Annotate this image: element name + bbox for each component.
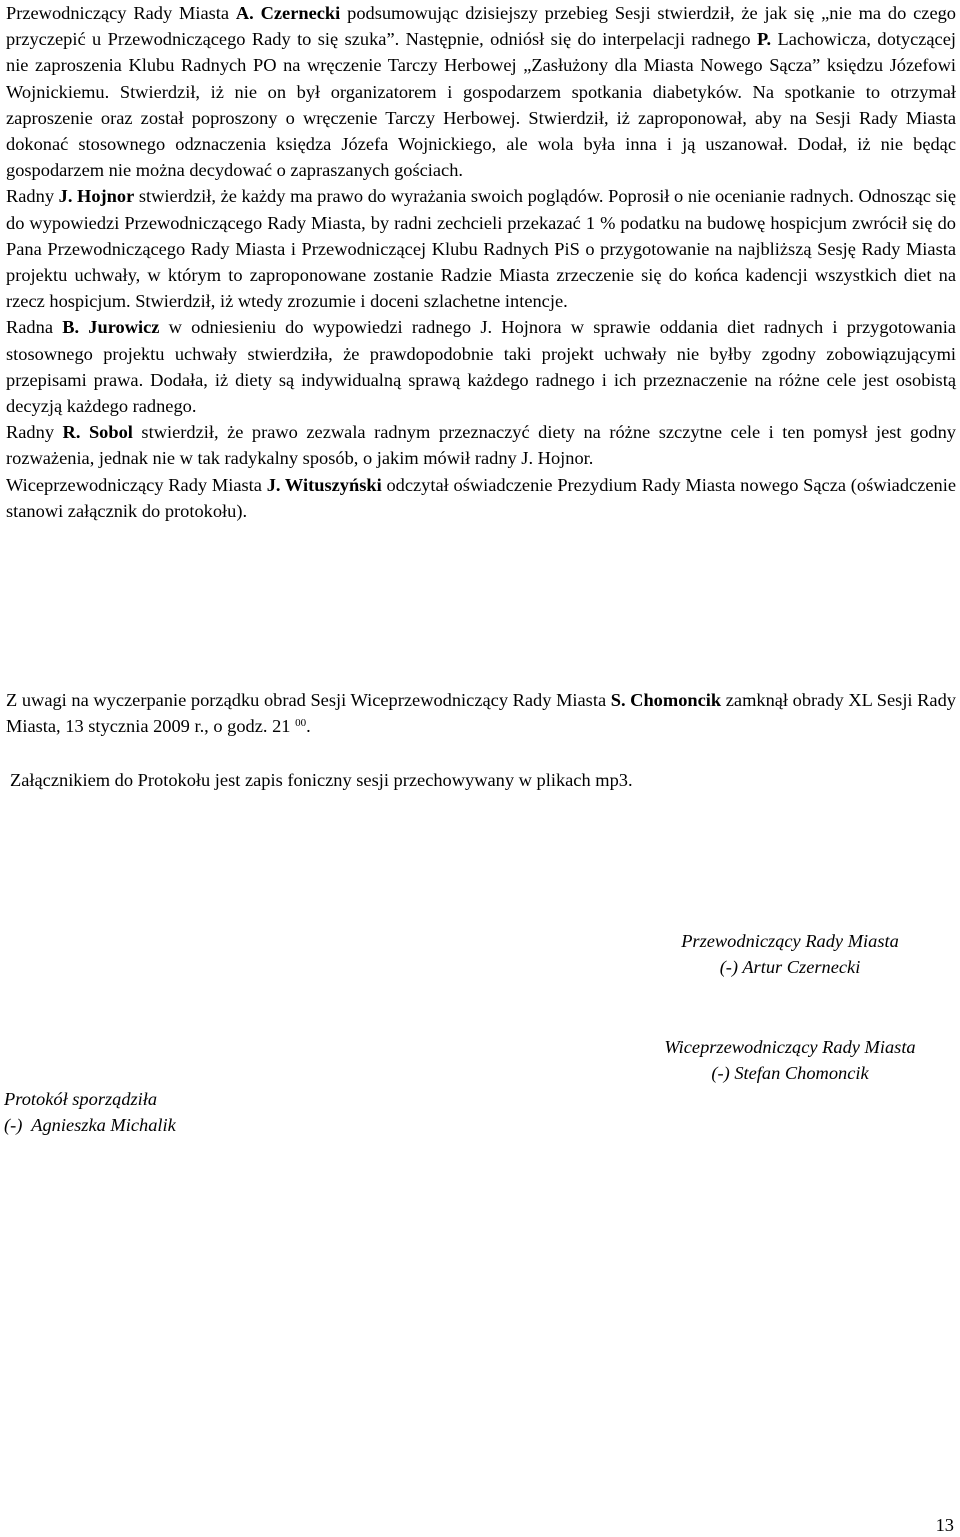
speaker-name: A. Czernecki bbox=[235, 3, 341, 23]
time-superscript: 00 bbox=[295, 717, 307, 730]
paragraph-sobol bbox=[6, 419, 956, 471]
paragraph-czernecki bbox=[6, 0, 956, 183]
text: Radny bbox=[6, 186, 59, 207]
signature-vice-chair bbox=[620, 1034, 960, 1086]
closing-text bbox=[6, 687, 956, 739]
attachment-note: Załącznikiem do Protokołu jest zapis foniczny sesji przechowywany w plikach mp3. bbox=[10, 770, 633, 790]
paragraph-wituszynski bbox=[6, 472, 956, 524]
text: stwierdził, że każdy ma prawo do wyrażania swoich poglądów. Poprosił o nie ocenianie radnych. Odnosząc się do wypowiedzi Przewodniczącego Rady Miasta, by radni zechcieli przekazać 1 % podatku na budowę hospicjum zwrócił się do Pana Przewodniczącego Rady Miasta i Przewodniczącej Klubu Radnych PiS o przygotowanie na najbliższą Sesję Rady Miasta projektu uchwały, w którym to zaproponowane zostanie Radzie Miasta zrzeczenie się do końca kadencji wszystkich diet na rzecz hospicjum. Stwierdził, iż wtedy zrozumie i doceni szlachetne intencje. bbox=[6, 186, 956, 312]
speaker-name: B. Jurowicz bbox=[62, 317, 160, 338]
signature-recorder bbox=[4, 1086, 176, 1138]
text: Radny bbox=[6, 422, 63, 443]
paragraph-hojnor bbox=[6, 183, 956, 314]
signature-name: (-) Stefan Chomoncik bbox=[711, 1063, 869, 1083]
text: stwierdził, że prawo zezwala radnym przeznaczyć diety na różne szczytne cele i ten pomysł jest godny rozważenia, jednak nie w tak radykalny sposób, o jakim mówił radny J. Hojnor. bbox=[6, 422, 956, 469]
signature-name: (-) Agnieszka Michalik bbox=[4, 1115, 176, 1135]
speaker-name: P. bbox=[757, 29, 772, 50]
speaker-name: J. Hojnor bbox=[58, 186, 135, 207]
signature-name: (-) Artur Czernecki bbox=[719, 957, 861, 977]
speaker-name: J. Wituszyński bbox=[266, 474, 382, 495]
text: Radna bbox=[6, 317, 63, 338]
page-number: 13 bbox=[935, 1515, 954, 1535]
text: Wiceprzewodniczący Rady Miasta bbox=[6, 474, 267, 495]
closing-paragraph bbox=[6, 687, 956, 739]
text: odczytał oświadczenie Prezydium Rady Miasta nowego Sącza (oświadczenie stanowi załącznik do protokołu). bbox=[6, 474, 956, 521]
paragraph-jurowicz bbox=[6, 314, 956, 419]
signature-title: Protokół sporządziła bbox=[4, 1089, 158, 1109]
text: w odniesieniu do wypowiedzi radnego J. Hojnora w sprawie oddania diet radnych i przygotowania stosownego projektu uchwały stwierdziła, że prawdopodobnie taki projekt uchwały nie byłby zgodny zobowiązującymi przepisami prawa. Dodała, iż diety są indywidualną sprawą każdego radnego i ich przeznaczenie na różne cele jest osobistą decyzją każdego radnego. bbox=[6, 317, 956, 417]
signature-title: Przewodniczący Rady Miasta bbox=[681, 931, 899, 951]
text: . bbox=[306, 716, 311, 737]
text: podsumowując dzisiejszy przebieg Sesji stwierdził, że jak się „nie ma do czego przyczepić u Przewodniczącego Rady to się szuka”. Następnie, odniósł się do interpelacji radnego bbox=[6, 3, 956, 50]
document-body bbox=[6, 0, 956, 524]
text: Z uwagi na wyczerpanie porządku obrad Sesji Wiceprzewodniczący Rady Miasta bbox=[6, 690, 611, 710]
signature-title: Wiceprzewodniczący Rady Miasta bbox=[664, 1037, 916, 1057]
text: Przewodniczący Rady Miasta bbox=[6, 3, 236, 23]
speaker-name: R. Sobol bbox=[62, 422, 133, 443]
speaker-name: S. Chomoncik bbox=[610, 690, 722, 710]
signature-chair bbox=[640, 928, 940, 980]
text: Lachowicza, dotyczącej nie zaproszenia Klubu Radnych PO na wręczenie Tarczy Herbowej „Zasłużony dla Miasta Nowego Sącza” księdzu Józefowi Wojnickiemu. Stwierdził, iż nie on był organizatorem i gospodarzem spotkania diabetyków. Na spotkanie to otrzymał zaproszenie oraz został poproszony o wręczenie Tarczy Herbowej. Stwierdził, iż zaproponował, aby na Sesji Rady Miasta dokonać stosownego odznaczenia księdza Józefa Wojnickiego, ale wola była inna i ją uszanował. Dodał, iż nie będąc gospodarzem nie można decydować o zapraszanych gościach. bbox=[6, 29, 956, 181]
text: zamknął obrady XL Sesji Rady Miasta, 13 stycznia 2009 r., o godz. 21 bbox=[6, 690, 956, 737]
